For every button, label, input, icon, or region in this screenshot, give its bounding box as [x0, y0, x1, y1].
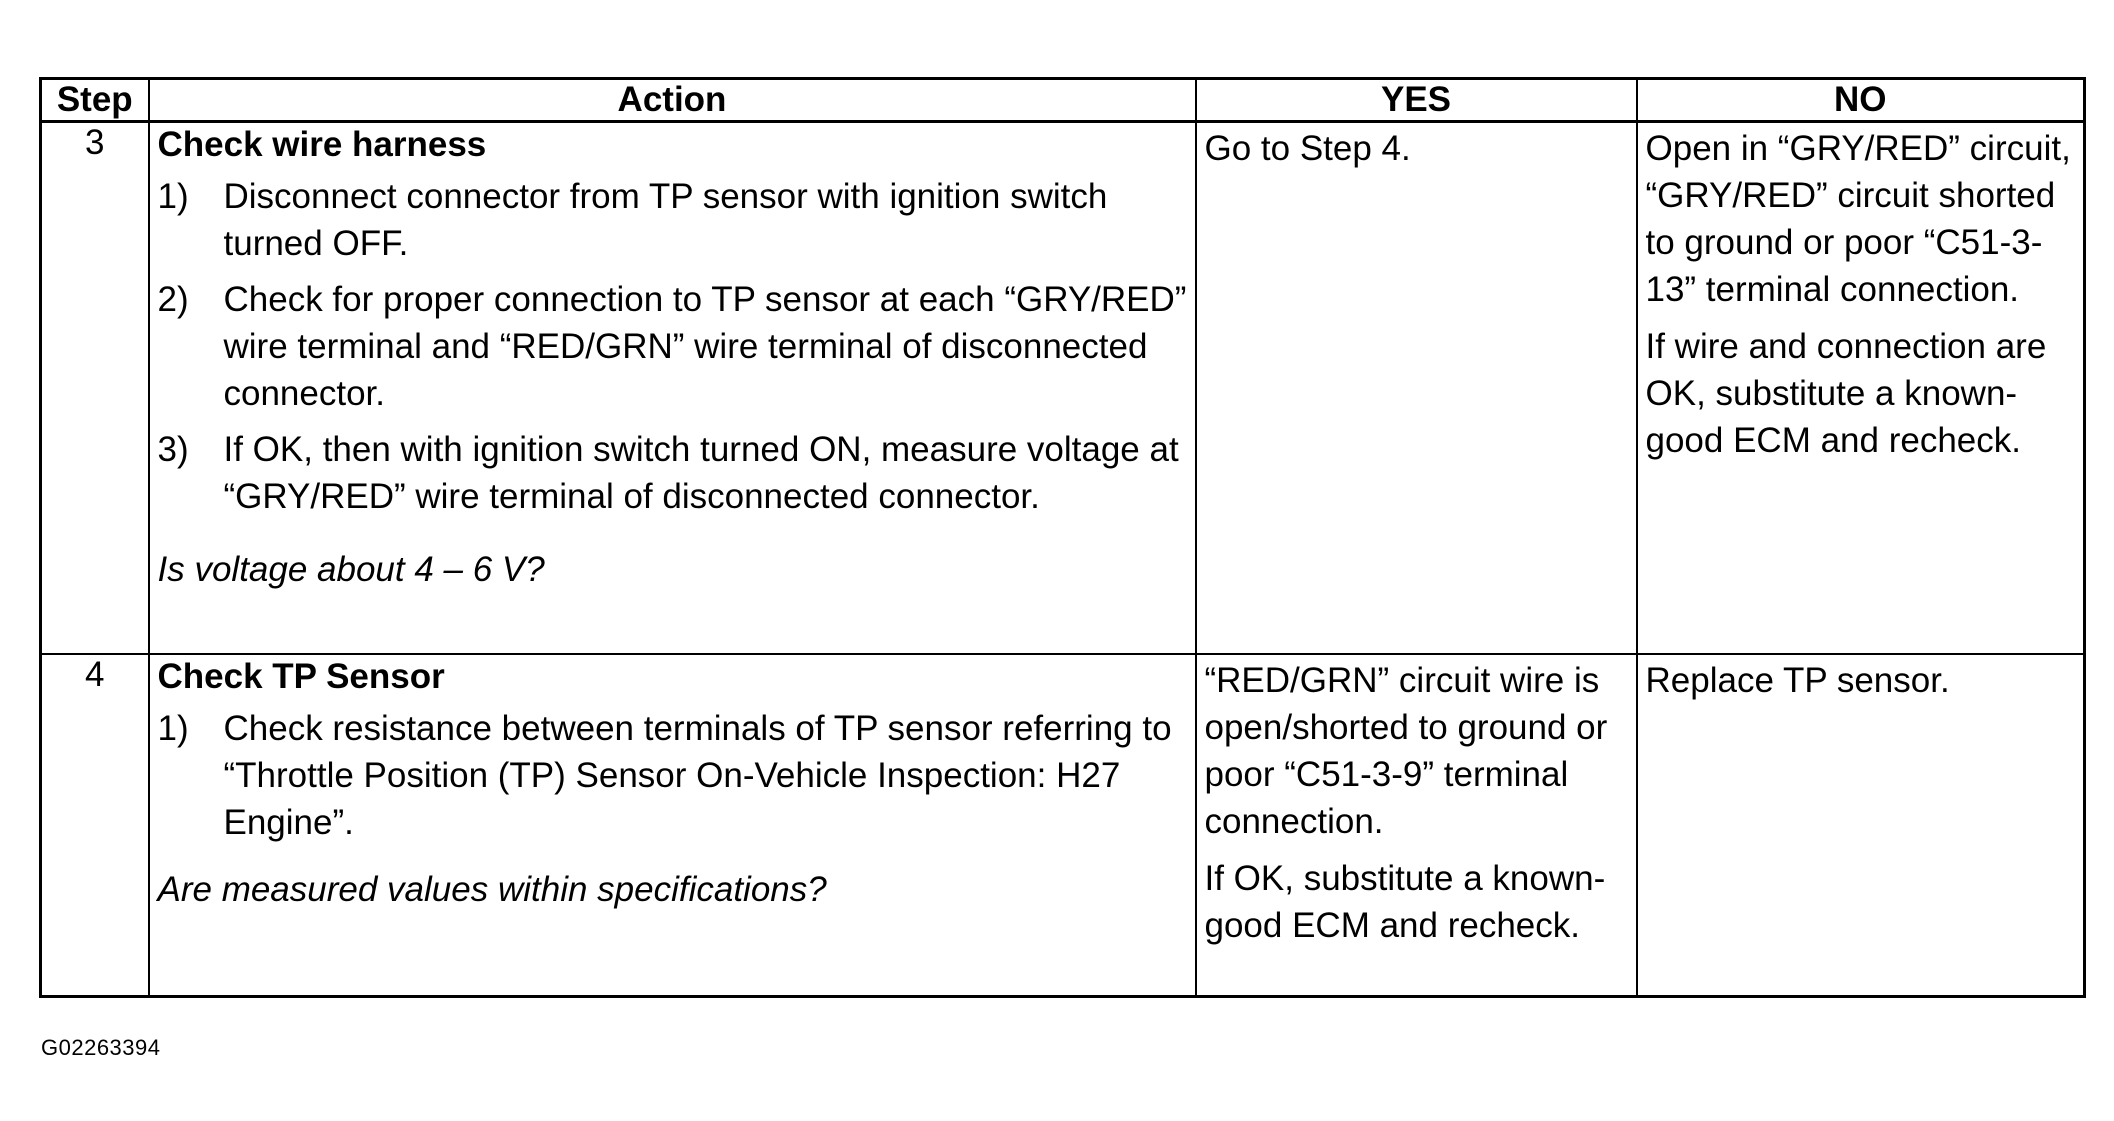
yes-text: If OK, substitute a known-good ECM and recheck.: [1204, 859, 1606, 945]
check-question: Are measured values within specifications?: [157, 870, 827, 909]
step-cell: [41, 122, 149, 655]
table-header-row: [41, 79, 2085, 122]
list-item: [158, 173, 1189, 267]
header-no: NO: [1637, 79, 2085, 122]
item-text: Check resistance between terminals of TP sensor referring to “Throttle Position (TP) Sensor On-Vehicle Inspection: H27 Engine”.: [223, 709, 1172, 842]
yes-cell: [1196, 654, 1637, 997]
item-number: 2): [157, 280, 189, 319]
action-step-list: [158, 173, 1189, 520]
figure-id: G02263394: [41, 1035, 161, 1060]
action-cell: [149, 654, 1196, 997]
yes-text: “RED/GRN” circuit wire is open/shorted to ground or poor “C51-3-9” terminal connection.: [1204, 661, 1608, 841]
list-item: [158, 276, 1189, 417]
header-yes: YES: [1196, 79, 1637, 122]
table-row: [41, 654, 2085, 997]
diagnostic-table: [39, 77, 2086, 998]
header-step: Step: [41, 79, 149, 122]
check-question: Is voltage about 4 – 6 V?: [157, 550, 545, 589]
step-cell: [41, 654, 149, 997]
no-text: If wire and connection are OK, substitute a known-good ECM and recheck.: [1645, 327, 2047, 460]
step-number: 4: [85, 655, 105, 694]
no-cell: [1637, 122, 2085, 655]
no-text: Open in “GRY/RED” circuit, “GRY/RED” circuit shorted to ground or poor “C51-3-13” terminal connection.: [1645, 129, 2071, 309]
header-action: Action: [149, 79, 1196, 122]
action-title: Check wire harness: [157, 125, 487, 164]
item-text: Disconnect connector from TP sensor with ignition switch turned OFF.: [223, 177, 1108, 263]
yes-text: Go to Step 4.: [1204, 129, 1411, 168]
item-number: 1): [157, 177, 189, 216]
item-number: 3): [157, 430, 189, 469]
yes-cell: [1196, 122, 1637, 655]
action-title: Check TP Sensor: [157, 657, 445, 696]
item-number: 1): [157, 709, 189, 748]
table-row: [41, 122, 2085, 655]
item-text: Check for proper connection to TP sensor at each “GRY/RED” wire terminal and “RED/GRN” wire terminal of disconnected connector.: [223, 280, 1187, 413]
step-number: 3: [85, 123, 105, 162]
action-step-list: [158, 705, 1189, 846]
no-text: Replace TP sensor.: [1645, 661, 1950, 700]
no-cell: [1637, 654, 2085, 997]
action-cell: [149, 122, 1196, 655]
item-text: If OK, then with ignition switch turned ON, measure voltage at “GRY/RED” wire terminal of disconnected connector.: [223, 430, 1179, 516]
list-item: [158, 705, 1189, 846]
list-item: [158, 426, 1189, 520]
